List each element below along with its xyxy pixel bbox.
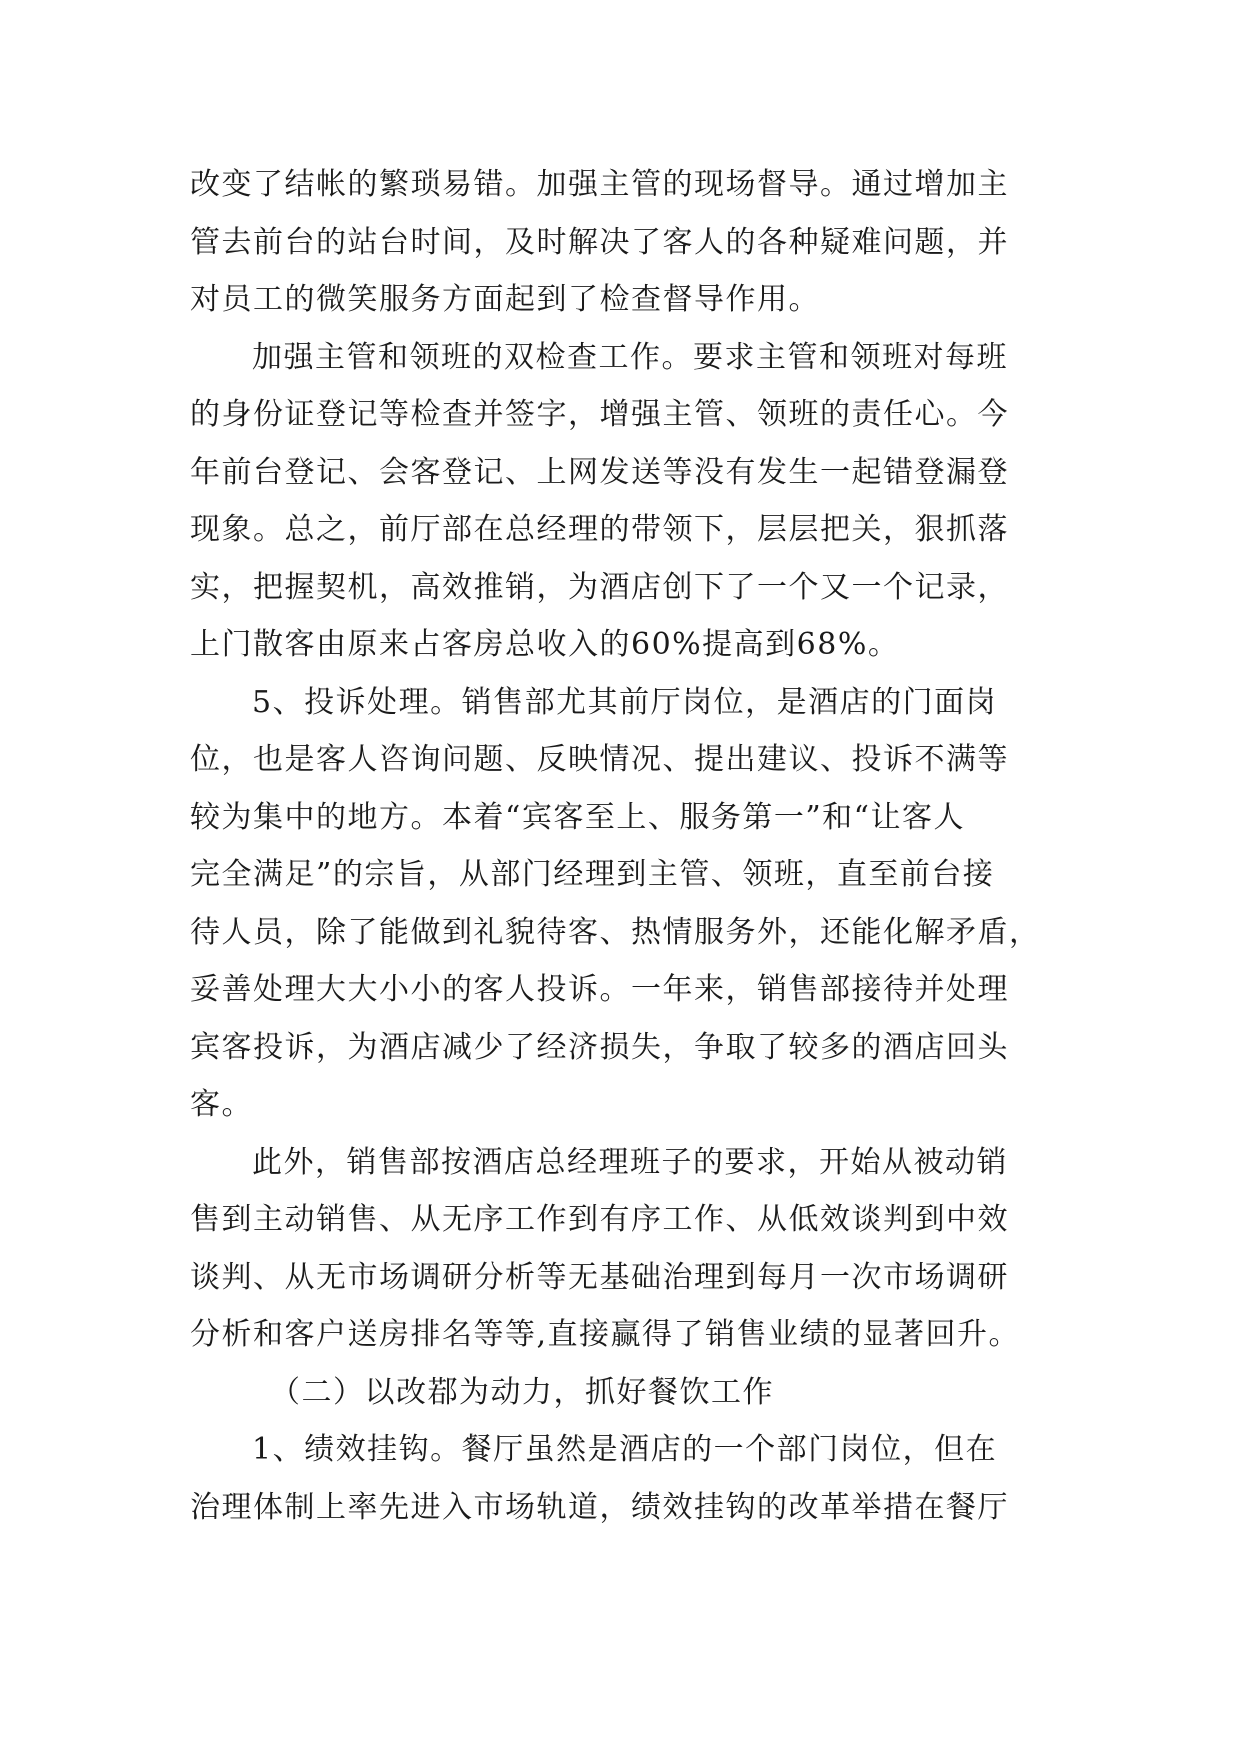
text-line: 位，也是客人咨询问题、反映情况、提出建议、投诉不满等	[190, 742, 1009, 777]
text-line: 上门散客由原来占客房总收入的60%提高到68%。	[190, 627, 900, 662]
paragraph-first-line: 5、投诉处理。销售部尤其前厅岗位，是酒店的门面岗	[252, 684, 998, 720]
text-line: 妥善处理大大小小的客人投诉。一年来，销售部接待并处理	[190, 972, 1009, 1007]
text-line: 较为集中的地方。本着“宾客至上、服务第一”和“让客人	[190, 799, 966, 835]
text-line: 客。	[190, 1087, 253, 1122]
text-line: 治理体制上率先进入市场轨道，绩效挂钩的改革举措在餐厅	[190, 1489, 1009, 1525]
text-line: 对员工的微笑服务方面起到了检查督导作用。	[190, 282, 820, 317]
text-line: 谈判、从无市场调研分析等无基础治理到每月一次市场调研	[190, 1259, 1009, 1295]
text-line: 现象。总之，前厅部在总经理的带领下，层层把关，狠抓落	[190, 512, 1009, 547]
paragraph-first-line: 此外，销售部按酒店总经理班子的要求，开始从被动销	[252, 1144, 1008, 1180]
document-body	[190, 156, 1052, 1536]
text-line: 待人员，除了能做到礼貌待客、热情服务外，还能化解矛盾，	[190, 914, 1041, 950]
text-line: 售到主动销售、从无序工作到有序工作、从低效谈判到中效	[190, 1202, 1009, 1237]
text-line: 实，把握契机，高效推销，为酒店创下了一个又一个记录，	[190, 569, 1009, 605]
text-line: 完全满足”的宗旨，从部门经理到主管、领班，直至前台接	[190, 857, 995, 892]
paragraph-first-line: 1、绩效挂钩。餐厅虽然是酒店的一个部门岗位，但在	[252, 1432, 998, 1467]
text-line: 年前台登记、会客登记、上网发送等没有发生一起错登漏登	[190, 454, 1009, 490]
text-line: 宾客投诉，为酒店减少了经济损失，争取了较多的酒店回头	[190, 1029, 1009, 1065]
text-line: 改变了结帐的繁琐易错。加强主管的现场督导。通过增加主	[190, 167, 1009, 202]
text-line: 的身份证登记等检查并签字，增强主管、领班的责任心。今	[190, 397, 1009, 432]
text-line: 管去前台的站台时间，及时解决了客人的各种疑难问题，并	[190, 224, 1009, 260]
text-line: 分析和客户送房排名等等,直接赢得了销售业绩的显著回升。	[190, 1317, 1021, 1352]
paragraph-first-line: 加强主管和领班的双检查工作。要求主管和领班对每班	[252, 339, 1008, 375]
section-heading: （二）以改鄀为动力，抓好餐饮工作	[270, 1374, 774, 1410]
